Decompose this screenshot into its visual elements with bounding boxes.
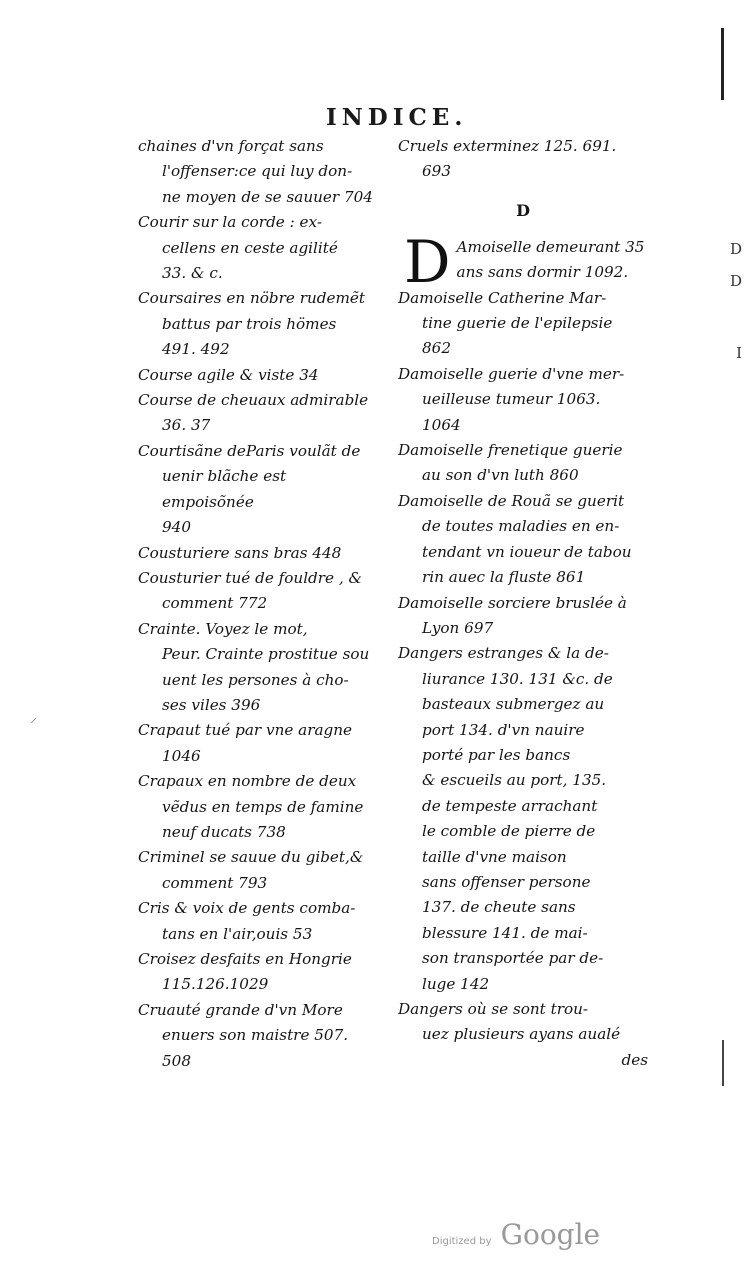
entry-line: neuf ducats 738 xyxy=(162,822,286,841)
entry-line: rin auec la fluste 861 xyxy=(422,568,586,587)
index-entry xyxy=(138,617,376,719)
page-edge-line xyxy=(721,28,724,100)
entry-line: 115.126.1029 xyxy=(162,975,269,994)
index-entry xyxy=(138,286,376,362)
entry-line: Cruels exterminez 125. 691. xyxy=(398,137,617,155)
entry-line: Damoiselle sorciere bruslée à xyxy=(398,593,627,612)
margin-fragment: I xyxy=(736,344,742,362)
entry-line: Cousturiere sans bras 448 xyxy=(138,543,342,562)
entry-line: comment 772 xyxy=(162,594,268,613)
entry-line: basteaux submergez au xyxy=(422,695,605,714)
index-entry xyxy=(398,362,648,438)
entry-line: Damoiselle guerie d'vne mer- xyxy=(398,364,625,383)
entry-line: l'offenser:ce qui luy don- xyxy=(162,162,353,181)
entry-line: 940 xyxy=(162,518,191,537)
entry-line: & escueils au port, 135. xyxy=(422,771,607,790)
entry-line: Courtisãne deParis voulãt de xyxy=(138,441,361,460)
entry-line: Crainte. Voyez le mot, xyxy=(138,619,308,638)
right-column xyxy=(398,134,648,1073)
entry-line: 137. de cheute sans xyxy=(422,898,576,917)
entry-line: 491. 492 xyxy=(162,340,230,359)
index-entry xyxy=(138,845,376,896)
catchword: des xyxy=(621,1050,648,1069)
index-entry xyxy=(138,998,376,1074)
entry-line: uent les persones à cho- xyxy=(162,670,349,689)
index-entry xyxy=(398,438,648,489)
index-entry xyxy=(138,718,376,769)
entry-line: luge 142 xyxy=(422,974,490,993)
entry-line: 1064 xyxy=(422,415,461,434)
index-entry xyxy=(398,591,648,642)
entry-line: port 134. d'vn nauire xyxy=(422,720,585,739)
entry-line: Course agile & viste 34 xyxy=(138,365,319,384)
entry-line: enuers son maistre 507. xyxy=(162,1026,349,1045)
right-entries xyxy=(398,227,648,1048)
entry-line: Cris & voix de gents comba- xyxy=(138,899,356,918)
entry-line: Dangers où se sont trou- xyxy=(398,1000,589,1018)
entry-line: battus par trois hömes xyxy=(162,314,337,333)
entry-line: Cousturier tué de fouldre , & xyxy=(138,568,363,587)
index-entry xyxy=(398,641,648,997)
entry-line: liurance 130. 131 &c. de xyxy=(422,669,613,688)
index-entry xyxy=(138,896,376,947)
entry-line: Amoiselle demeurant 35 xyxy=(456,237,645,256)
index-entry xyxy=(138,769,376,845)
entry-line: tans en l'air,ouis 53 xyxy=(162,924,313,943)
entry-line: blessure 141. de mai- xyxy=(422,923,588,942)
entry-line: Damoiselle Catherine Mar- xyxy=(398,288,607,307)
entry-line: tine guerie de l'epilepsie xyxy=(422,314,613,333)
letter-heading: D xyxy=(516,200,530,220)
left-column xyxy=(138,134,376,1074)
entry-line: ans sans dormir 1092. xyxy=(456,263,629,282)
entry-line: ne moyen de se sauuer 704 xyxy=(162,187,373,206)
entry-line: Courir sur la corde : ex- xyxy=(138,213,322,232)
entry-line: de toutes maladies en en- xyxy=(422,517,620,536)
index-entry xyxy=(138,210,376,286)
margin-fragment: D xyxy=(729,272,742,290)
entry-line: au son d'vn luth 860 xyxy=(422,466,579,485)
digitized-watermark xyxy=(432,1218,600,1251)
entry-line: Coursaires en nöbre rudemẽt xyxy=(138,289,365,308)
entry-line: ses viles 396 xyxy=(162,695,261,714)
page-edge-line xyxy=(722,1040,724,1086)
margin-fragment: D xyxy=(729,240,742,258)
entry-line: uez plusieurs ayans aualé xyxy=(422,1025,621,1044)
entry-line: Criminel se sauue du gibet,& xyxy=(138,848,364,867)
entry-line: 33. & c. xyxy=(162,264,223,283)
entry-line: sans offenser persone xyxy=(422,872,591,891)
entry-line: 508 xyxy=(162,1051,191,1070)
entry-line: 1046 xyxy=(162,746,201,765)
page-title: INDICE. xyxy=(326,104,468,131)
entry-line: 862 xyxy=(422,339,451,358)
entry-line: 36. 37 xyxy=(162,416,211,435)
index-entry xyxy=(138,541,376,566)
index-entry xyxy=(138,947,376,998)
entry-line: porté par les bancs xyxy=(422,745,571,764)
index-entry xyxy=(138,134,376,210)
entry-line: vẽdus en temps de famine xyxy=(162,797,364,816)
entry-line: Cruauté grande d'vn More xyxy=(138,1000,343,1019)
entry-line: de tempeste arrachant xyxy=(422,796,598,815)
entry-line: comment 793 xyxy=(162,873,268,892)
entry-line: Croisez desfaits en Hongrie xyxy=(138,950,352,968)
entry-line: le comble de pierre de xyxy=(422,822,596,841)
entry-line: Dangers estranges & la de- xyxy=(398,644,609,663)
watermark-prefix: Digitized by xyxy=(432,1236,492,1247)
entry-line: chaines d'vn forçat sans xyxy=(138,137,324,155)
entry-line: Damoiselle frenetique guerie xyxy=(398,441,623,460)
drop-capital: D xyxy=(404,227,451,296)
index-entry xyxy=(138,363,376,388)
entry-line: uenir blãche est empoisõnée xyxy=(162,467,287,511)
index-entry xyxy=(398,997,648,1048)
entry-line: Crapaut tué par vne aragne xyxy=(138,721,353,740)
index-entry xyxy=(138,439,376,541)
google-logo: Google xyxy=(500,1218,601,1251)
entry-line: taille d'vne maison xyxy=(422,847,567,866)
entry-line: tendant vn ioueur de tabou xyxy=(422,542,632,561)
entry-line: Crapaux en nombre de deux xyxy=(138,772,357,791)
index-entry xyxy=(398,489,648,591)
index-entry xyxy=(398,286,648,362)
entry-line: son transportée par de- xyxy=(422,949,604,968)
entry-cruels xyxy=(398,134,648,185)
entry-line: 693 xyxy=(422,162,451,181)
entry-line: ueilleuse tumeur 1063. xyxy=(422,390,601,409)
entry-line: cellens en ceste agilité xyxy=(162,238,338,257)
index-entry xyxy=(138,566,376,617)
index-entry xyxy=(138,388,376,439)
entry-line: Peur. Crainte prostitue sou xyxy=(162,645,370,664)
entry-line: Damoiselle de Rouã se guerit xyxy=(398,491,625,510)
entry-line: Lyon 697 xyxy=(422,618,494,637)
stray-mark: ⸝ xyxy=(30,710,37,726)
entry-line: Course de cheuaux admirable xyxy=(138,391,369,410)
